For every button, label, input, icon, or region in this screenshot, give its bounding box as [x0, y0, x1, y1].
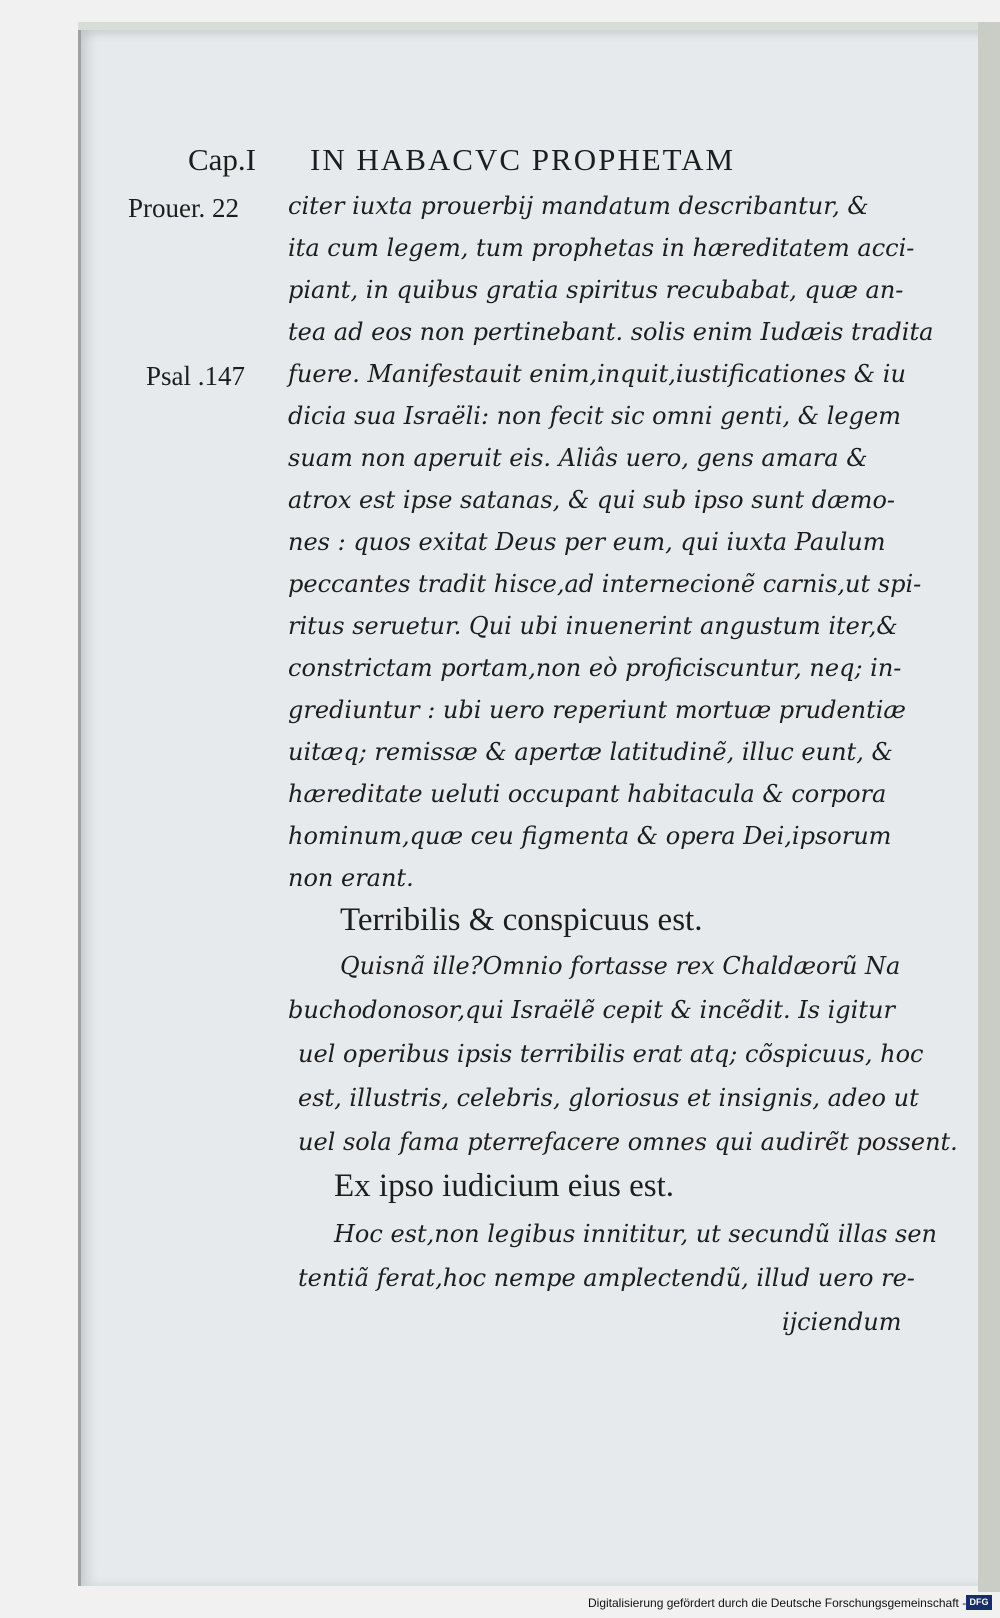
text-line: non erant.	[288, 864, 414, 892]
text-line: buchodonosor,qui Israëlẽ cepit & incẽdit. Is igitur	[288, 996, 895, 1024]
catchword: ijciendum	[782, 1308, 902, 1336]
text-line: hominum,quæ ceu figmenta & opera Dei,ipsorum	[288, 822, 892, 850]
dfg-logo: DFG	[966, 1595, 992, 1610]
text-line: suam non aperuit eis. Aliâs uero, gens amara &	[288, 444, 868, 472]
text-line: grediuntur : ubi uero reperiunt mortuæ prudentiæ	[288, 696, 906, 724]
chapter-label: Cap.I	[188, 142, 257, 177]
running-head	[188, 142, 736, 178]
margin-note-psalm: Psal .147	[146, 361, 246, 391]
text-line: Hoc est,non legibus innititur, ut secundũ illas sen	[334, 1220, 938, 1248]
lemma-heading: Terribilis & conspicuus est.	[340, 902, 703, 938]
text-line: ritus seruetur. Qui ubi inuenerint angustum iter,&	[288, 612, 898, 640]
text-line: atrox est ipse satanas, & qui sub ipso sunt dæmo-	[288, 486, 895, 514]
text-line: peccantes tradit hisce,ad internecionẽ carnis,ut spi-	[288, 570, 922, 598]
text-line: citer iuxta prouerbij mandatum describantur, &	[288, 192, 869, 220]
text-line: uel sola fama pterrefacere omnes qui audirẽt possent.	[298, 1128, 958, 1156]
text-line: est, illustris, celebris, gloriosus et insignis, adeo ut	[298, 1084, 919, 1112]
text-line: tentiã ferat,hoc nempe amplectendũ, illud uero re-	[298, 1264, 915, 1292]
text-line: Quisnã ille?Omnio fortasse rex Chaldæorũ Na	[340, 952, 901, 980]
text-line: piant, in quibus gratia spiritus recubabat, quæ an-	[288, 276, 904, 304]
page-title: IN HABACVC PROPHETAM	[310, 142, 736, 177]
book-page	[78, 30, 993, 1586]
text-line: ita cum legem, tum prophetas in hæreditatem acci-	[288, 234, 915, 262]
digitization-credit: Digitalisierung gefördert durch die Deutsche Forschungsgemeinschaft -	[588, 1596, 967, 1610]
margin-note-proverbs: Prouer. 22	[128, 193, 239, 223]
text-line: hæreditate ueluti occupant habitacula & corpora	[288, 780, 887, 808]
text-line: uel operibus ipsis terribilis erat atq; cõspicuus, hoc	[298, 1040, 924, 1068]
lemma-heading: Ex ipso iudicium eius est.	[334, 1168, 675, 1204]
page-right-edge	[978, 22, 1000, 1592]
text-line: uitæq; remissæ & apertæ latitudinẽ, illuc eunt, &	[288, 738, 893, 766]
text-line: tea ad eos non pertinebant. solis enim Iudæis tradita	[288, 318, 934, 346]
text-line: fuere. Manifestauit enim,inquit,iustificationes & iu	[288, 360, 906, 388]
text-line: dicia sua Israëli: non fecit sic omni genti, & legem	[288, 402, 901, 430]
text-line: constrictam portam,non eò proficiscuntur, neq; in-	[288, 654, 902, 682]
text-line: nes : quos exitat Deus per eum, qui iuxta Paulum	[288, 528, 886, 556]
